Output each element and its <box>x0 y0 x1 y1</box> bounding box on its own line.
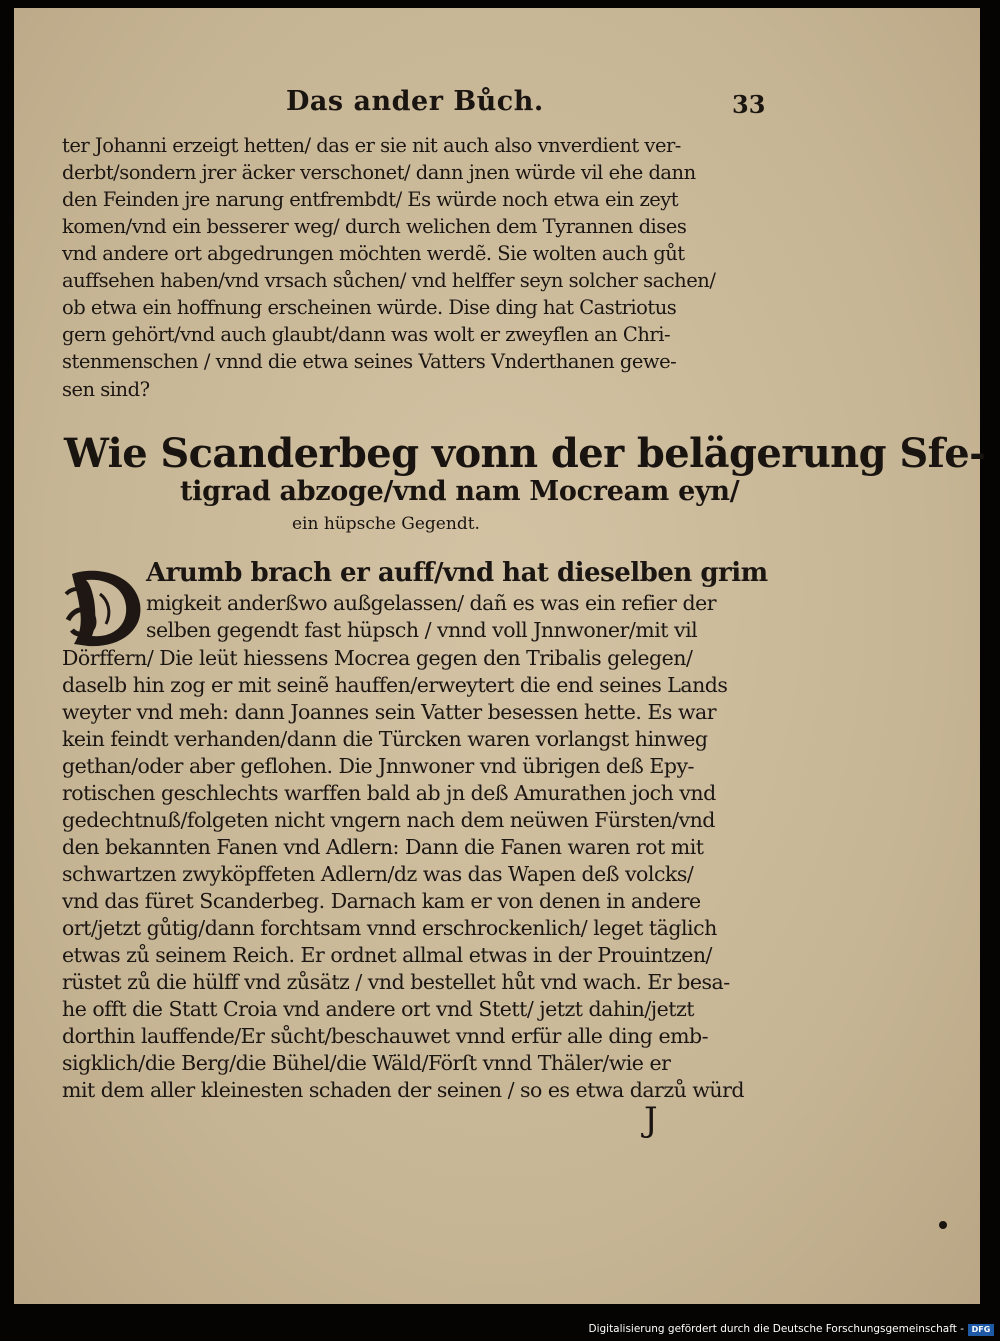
text-line: weyter vnd meh: dann Joannes sein Vatter besessen hette. Es war <box>62 700 717 724</box>
text-line: gedechtnuß/folgeten nicht vngern nach dem neüwen Fürsten/vnd <box>62 808 715 832</box>
text-line: Dörffern/ Die leüt hiessens Mocrea gegen den Tribalis gelegen/ <box>62 646 693 670</box>
text-line: vnd das füret Scanderbeg. Darnach kam er von denen in andere <box>62 889 701 913</box>
digitization-credit: Digitalisierung gefördert durch die Deutsche Forschungsgemeinschaft - <box>588 1323 964 1335</box>
text-line: migkeit anderßwo außgelassen/ dañ es was ein refier der <box>146 591 717 615</box>
text-line: he offt die Statt Croia vnd andere ort vnd Stett/ jetzt dahin/jetzt <box>62 997 695 1021</box>
text-line: dorthin lauffende/Er sůcht/beschauwet vnnd erfür alle ding emb- <box>62 1024 709 1048</box>
chapter-heading-line-3: ein hüpsche Gegendt. <box>292 514 480 534</box>
signature-mark: J <box>644 1100 658 1140</box>
text-line: ob etwa ein hoffnung erscheinen würde. Dise ding hat Castriotus <box>62 296 677 319</box>
text-line: derbt/sondern jrer äcker verschonet/ dann jnen würde vil ehe dann <box>62 161 696 184</box>
text-line: ter Johanni erzeigt hetten/ das er sie nit auch also vnverdient ver- <box>62 134 681 157</box>
text-line: den bekannten Fanen vnd Adlern: Dann die Fanen waren rot mit <box>62 835 704 859</box>
dfg-logo: DFG <box>968 1324 994 1336</box>
text-line: komen/vnd ein besserer weg/ durch welichen dem Tyrannen dises <box>62 215 687 238</box>
text-line: stenmenschen / vnnd die etwa seines Vatters Vnderthanen gewe- <box>62 350 677 373</box>
text-line: rüstet zů die hülff vnd zůsätz / vnd bestellet hůt vnd wach. Er besa- <box>62 970 730 994</box>
text-line: selben gegendt fast hüpsch / vnnd voll Jnnwoner/mit vil <box>146 618 698 642</box>
ink-dot <box>939 1221 947 1229</box>
book-page <box>14 8 986 1304</box>
text-line: kein feindt verhanden/dann die Türcken waren vorlangst hinweg <box>62 727 708 751</box>
text-line: schwartzen zwyköpffeten Adlern/dz was das Wapen deß volcks/ <box>62 862 694 886</box>
text-line: vnd andere ort abgedrungen möchten werdẽ. Sie wolten auch gůt <box>62 242 685 265</box>
page-number: 33 <box>732 90 766 119</box>
text-line: den Feinden jre narung entfrembdt/ Es würde noch etwa ein zeyt <box>62 188 679 211</box>
text-line: Arumb brach er auff/vnd hat dieselben grim <box>146 558 768 588</box>
text-line: gern gehört/vnd auch glaubt/dann was wolt er zweyflen an Chri- <box>62 323 671 346</box>
text-line: ort/jetzt gůtig/dann forchtsam vnnd erschrockenlich/ leget täglich <box>62 916 717 940</box>
chapter-heading-line-1: Wie Scanderbeg vonn der belägerung Sfe- <box>64 430 986 477</box>
chapter-heading-line-2: tigrad abzoge/vnd nam Mocream eyn/ <box>180 476 740 507</box>
text-line: gethan/oder aber geflohen. Die Jnnwoner vnd übrigen deß Epy- <box>62 754 694 778</box>
text-line: etwas zů seinem Reich. Er ordnet allmal etwas in der Prouintzen/ <box>62 943 712 967</box>
text-line: daselb hin zog er mit seinẽ hauffen/erweytert die end seines Lands <box>62 673 728 697</box>
text-line: rotischen geschlechts warffen bald ab jn deß Amurathen joch vnd <box>62 781 716 805</box>
text-line: sen sind? <box>62 378 150 401</box>
text-line: auffsehen haben/vnd vrsach sůchen/ vnd helffer seyn solcher sachen/ <box>62 269 716 292</box>
running-title: Das ander Bůch. <box>286 86 544 117</box>
text-line: mit dem aller kleinesten schaden der seinen / so es etwa darzů würd <box>62 1078 745 1102</box>
text-line: sigklich/die Berg/die Bühel/die Wäld/Förſt vnnd Thäler/wie er <box>62 1051 671 1075</box>
page-header <box>286 86 786 126</box>
decorated-initial <box>64 564 148 654</box>
